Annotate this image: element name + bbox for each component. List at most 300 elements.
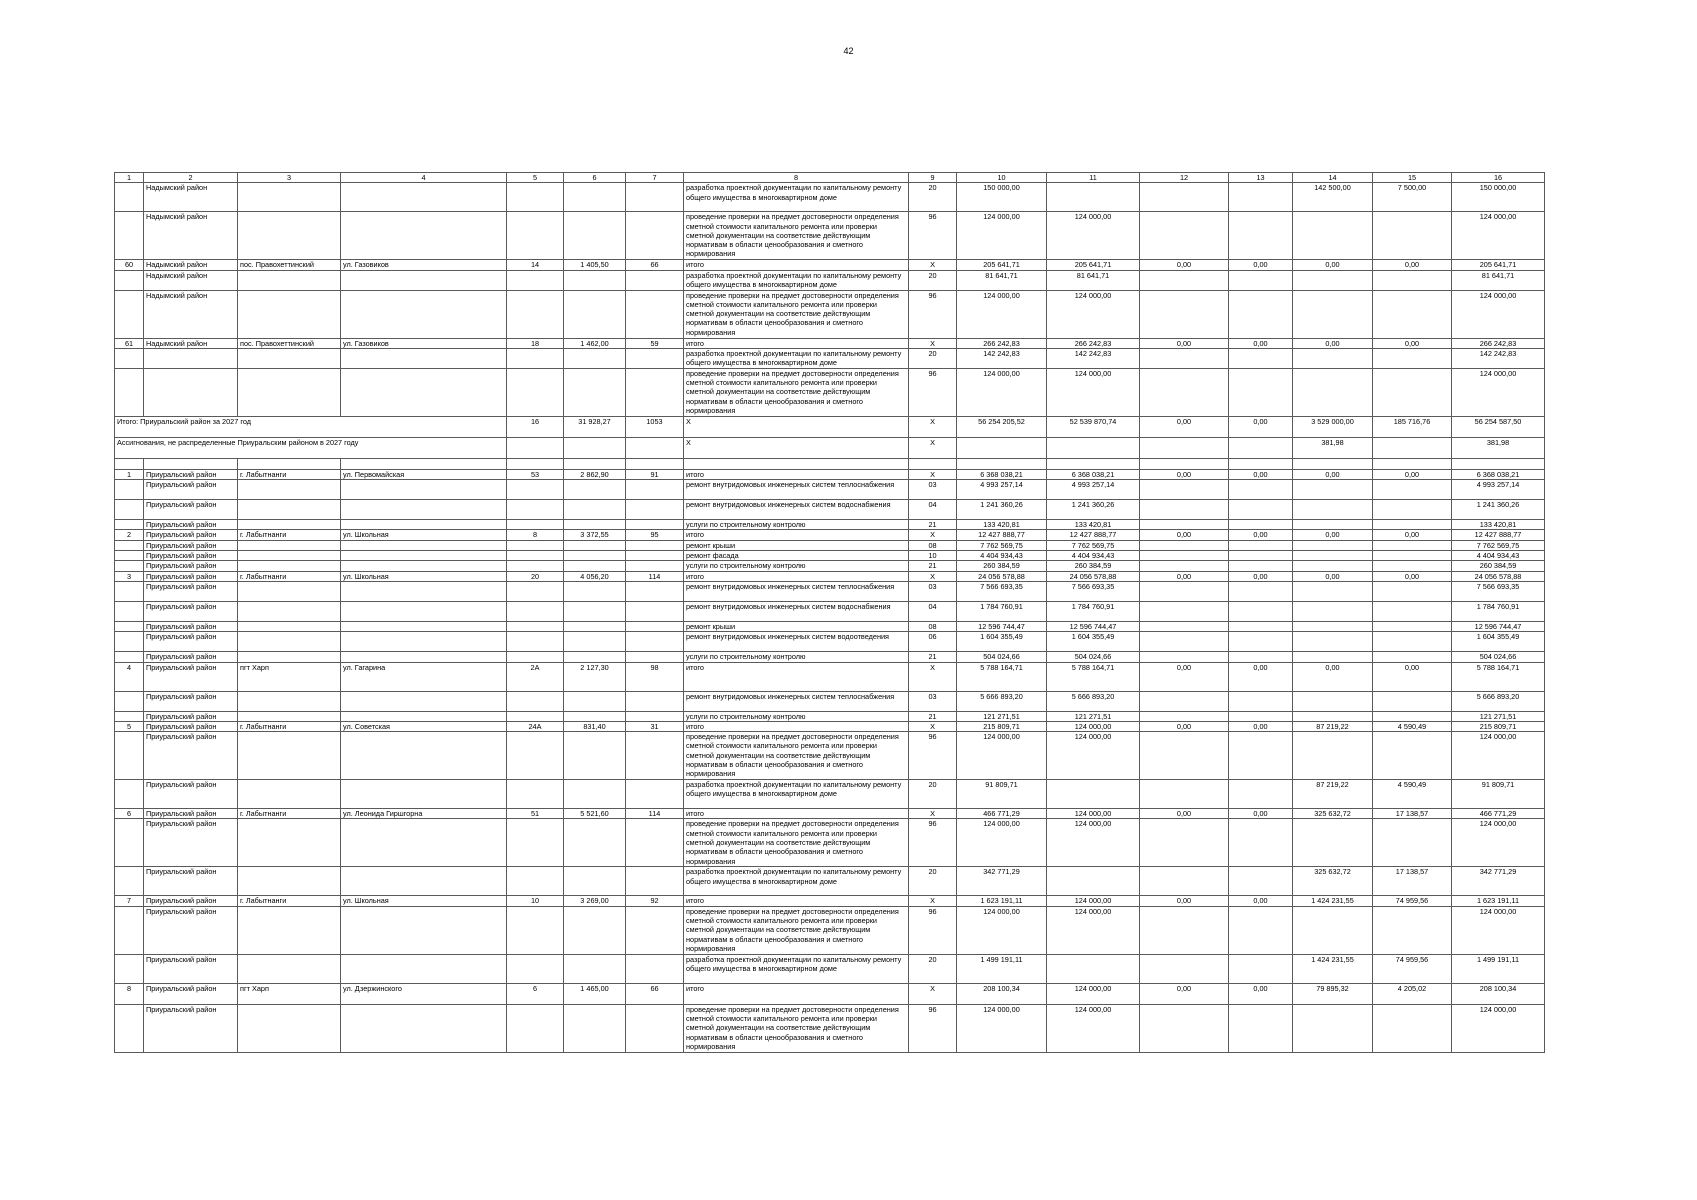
cell-col-1 bbox=[115, 780, 144, 809]
cell-col-11: 205 641,71 bbox=[1047, 260, 1140, 270]
cell-col-13 bbox=[1229, 711, 1293, 721]
cell-col-14 bbox=[1293, 480, 1373, 500]
cell-col-12 bbox=[1140, 601, 1229, 621]
cell-col-9: 21 bbox=[909, 520, 957, 530]
cell-col-12: 0,00 bbox=[1140, 809, 1229, 819]
cell-col-11: 1 784 760,91 bbox=[1047, 601, 1140, 621]
cell-col-15 bbox=[1373, 520, 1452, 530]
cell-col-7 bbox=[626, 437, 684, 458]
cell-col-3 bbox=[238, 480, 341, 500]
table-row bbox=[115, 711, 1545, 721]
cell-col-2: Надымский район bbox=[144, 183, 238, 212]
cell-col-8: проведение проверки на предмет достоверности определения сметной стоимости капитального ремонта или проверки сметной документации на соответствие действующим нормативам в области ценообразования и сметного нормирования bbox=[684, 212, 909, 260]
cell-col-8: разработка проектной документации по капитальному ремонту общего имущества в многоквартирном доме bbox=[684, 867, 909, 896]
cell-col-13 bbox=[1229, 520, 1293, 530]
table-row bbox=[115, 652, 1545, 662]
cell-col-11 bbox=[1047, 437, 1140, 458]
column-header-7: 7 bbox=[626, 173, 684, 183]
cell-col-14 bbox=[1293, 540, 1373, 550]
cell-col-16: 205 641,71 bbox=[1452, 260, 1545, 270]
cell-col-4 bbox=[341, 212, 507, 260]
cell-col-10: 6 368 038,21 bbox=[957, 469, 1047, 479]
table-body bbox=[115, 183, 1545, 1052]
cell-col-8: итого bbox=[684, 469, 909, 479]
cell-col-4 bbox=[341, 601, 507, 621]
cell-col-1: 3 bbox=[115, 571, 144, 581]
cell-col-4 bbox=[341, 691, 507, 711]
cell-col-2: Приуральский район bbox=[144, 500, 238, 520]
cell-col-2: Приуральский район bbox=[144, 632, 238, 652]
cell-col-12 bbox=[1140, 691, 1229, 711]
column-number-header bbox=[115, 173, 1545, 183]
cell-col-11 bbox=[1047, 867, 1140, 896]
cell-col-5: 16 bbox=[507, 416, 564, 437]
cell-col-12 bbox=[1140, 480, 1229, 500]
cell-col-16: 12 596 744,47 bbox=[1452, 621, 1545, 631]
cell-col-10: 91 809,71 bbox=[957, 780, 1047, 809]
cell-col-11: 52 539 870,74 bbox=[1047, 416, 1140, 437]
cell-col-1 bbox=[115, 691, 144, 711]
cell-col-16: 124 000,00 bbox=[1452, 906, 1545, 954]
cell-col-8: разработка проектной документации по капитальному ремонту общего имущества в многоквартирном доме bbox=[684, 183, 909, 212]
cell-col-11 bbox=[1047, 780, 1140, 809]
cell-col-9: 03 bbox=[909, 691, 957, 711]
cell-col-10: 121 271,51 bbox=[957, 711, 1047, 721]
cell-col-6 bbox=[564, 732, 626, 780]
cell-col-14: 0,00 bbox=[1293, 530, 1373, 540]
cell-col-15: 4 205,02 bbox=[1373, 983, 1452, 1004]
cell-col-6 bbox=[564, 368, 626, 416]
cell-col-10: 504 024,66 bbox=[957, 652, 1047, 662]
cell-col-15: 0,00 bbox=[1373, 469, 1452, 479]
cell-col-16: 215 809,71 bbox=[1452, 721, 1545, 731]
cell-col-12 bbox=[1140, 437, 1229, 458]
cell-col-8: итого bbox=[684, 260, 909, 270]
cell-col-13: 0,00 bbox=[1229, 260, 1293, 270]
cell-col-6: 1 405,50 bbox=[564, 260, 626, 270]
cell-col-14: 325 632,72 bbox=[1293, 867, 1373, 896]
cell-col-11: 1 241 360,26 bbox=[1047, 500, 1140, 520]
cell-col-2 bbox=[144, 458, 238, 469]
cell-col-2: Приуральский район bbox=[144, 561, 238, 571]
cell-col-7 bbox=[626, 348, 684, 368]
cell-col-1 bbox=[115, 520, 144, 530]
cell-col-16: 124 000,00 bbox=[1452, 819, 1545, 867]
cell-col-2: Приуральский район bbox=[144, 480, 238, 500]
cell-col-10: 1 241 360,26 bbox=[957, 500, 1047, 520]
cell-col-15: 17 138,57 bbox=[1373, 867, 1452, 896]
cell-col-6 bbox=[564, 691, 626, 711]
cell-col-6 bbox=[564, 183, 626, 212]
cell-col-5: 51 bbox=[507, 809, 564, 819]
table-row bbox=[115, 867, 1545, 896]
cell-col-13 bbox=[1229, 819, 1293, 867]
cell-col-12 bbox=[1140, 348, 1229, 368]
cell-col-3 bbox=[238, 711, 341, 721]
cell-col-9: 96 bbox=[909, 732, 957, 780]
cell-col-14: 1 424 231,55 bbox=[1293, 896, 1373, 906]
cell-col-14: 3 529 000,00 bbox=[1293, 416, 1373, 437]
cell-col-13: 0,00 bbox=[1229, 809, 1293, 819]
cell-col-5 bbox=[507, 780, 564, 809]
cell-col-12 bbox=[1140, 520, 1229, 530]
cell-col-6 bbox=[564, 348, 626, 368]
cell-col-2: Приуральский район bbox=[144, 809, 238, 819]
cell-col-14 bbox=[1293, 732, 1373, 780]
cell-col-14: 0,00 bbox=[1293, 662, 1373, 691]
cell-col-1: 6 bbox=[115, 809, 144, 819]
cell-col-11: 124 000,00 bbox=[1047, 721, 1140, 731]
cell-col-2: Приуральский район bbox=[144, 819, 238, 867]
cell-col-10: 56 254 205,52 bbox=[957, 416, 1047, 437]
cell-col-3: пос. Правохеттинский bbox=[238, 338, 341, 348]
cell-col-16: 260 384,59 bbox=[1452, 561, 1545, 571]
cell-col-13 bbox=[1229, 954, 1293, 983]
capital-repair-table bbox=[114, 172, 1545, 1053]
column-header-12: 12 bbox=[1140, 173, 1229, 183]
cell-col-5 bbox=[507, 906, 564, 954]
cell-col-4 bbox=[341, 551, 507, 561]
cell-col-8: итого bbox=[684, 571, 909, 581]
cell-col-9: 08 bbox=[909, 540, 957, 550]
cell-col-6 bbox=[564, 212, 626, 260]
column-header-3: 3 bbox=[238, 173, 341, 183]
cell-col-6 bbox=[564, 270, 626, 290]
cell-col-6 bbox=[564, 632, 626, 652]
cell-col-5 bbox=[507, 711, 564, 721]
cell-col-3 bbox=[238, 348, 341, 368]
column-header-10: 10 bbox=[957, 173, 1047, 183]
cell-col-5 bbox=[507, 183, 564, 212]
cell-col-2 bbox=[144, 348, 238, 368]
cell-col-5 bbox=[507, 632, 564, 652]
cell-col-8: ремонт крыши bbox=[684, 540, 909, 550]
cell-col-10: 266 242,83 bbox=[957, 338, 1047, 348]
cell-col-11: 124 000,00 bbox=[1047, 212, 1140, 260]
cell-col-7 bbox=[626, 652, 684, 662]
cell-col-3 bbox=[238, 867, 341, 896]
cell-col-5: 2А bbox=[507, 662, 564, 691]
cell-col-7 bbox=[626, 581, 684, 601]
cell-col-15 bbox=[1373, 1004, 1452, 1052]
cell-col-12: 0,00 bbox=[1140, 721, 1229, 731]
table-row bbox=[115, 416, 1545, 437]
cell-col-7 bbox=[626, 819, 684, 867]
table-row bbox=[115, 721, 1545, 731]
cell-col-9: 20 bbox=[909, 348, 957, 368]
cell-col-14 bbox=[1293, 601, 1373, 621]
cell-col-12 bbox=[1140, 780, 1229, 809]
cell-col-8: проведение проверки на предмет достоверности определения сметной стоимости капитального ремонта или проверки сметной документации на соответствие действующим нормативам в области ценообразования и сметного нормирования bbox=[684, 290, 909, 338]
cell-col-15: 17 138,57 bbox=[1373, 809, 1452, 819]
cell-col-15 bbox=[1373, 906, 1452, 954]
cell-col-14 bbox=[1293, 1004, 1373, 1052]
cell-col-13: 0,00 bbox=[1229, 983, 1293, 1004]
cell-col-6 bbox=[564, 711, 626, 721]
cell-col-12 bbox=[1140, 621, 1229, 631]
cell-col-2: Приуральский район bbox=[144, 896, 238, 906]
cell-col-4 bbox=[341, 819, 507, 867]
cell-col-12 bbox=[1140, 270, 1229, 290]
cell-col-9: 03 bbox=[909, 581, 957, 601]
column-header-6: 6 bbox=[564, 173, 626, 183]
cell-col-13: 0,00 bbox=[1229, 571, 1293, 581]
cell-col-1: 5 bbox=[115, 721, 144, 731]
table-row bbox=[115, 732, 1545, 780]
cell-col-2: Приуральский район bbox=[144, 520, 238, 530]
cell-col-7 bbox=[626, 520, 684, 530]
cell-col-16: 1 784 760,91 bbox=[1452, 601, 1545, 621]
cell-col-3: г. Лабытнанги bbox=[238, 721, 341, 731]
cell-col-11: 12 596 744,47 bbox=[1047, 621, 1140, 631]
cell-col-16: 5 666 893,20 bbox=[1452, 691, 1545, 711]
cell-col-15: 7 500,00 bbox=[1373, 183, 1452, 212]
cell-col-10: 7 762 569,75 bbox=[957, 540, 1047, 550]
table-row bbox=[115, 437, 1545, 458]
cell-col-12 bbox=[1140, 581, 1229, 601]
cell-col-15 bbox=[1373, 270, 1452, 290]
cell-col-10: 466 771,29 bbox=[957, 809, 1047, 819]
cell-col-3 bbox=[238, 819, 341, 867]
cell-col-1 bbox=[115, 551, 144, 561]
table-row bbox=[115, 540, 1545, 550]
cell-col-16: 150 000,00 bbox=[1452, 183, 1545, 212]
cell-col-10: 133 420,81 bbox=[957, 520, 1047, 530]
cell-col-16: 466 771,29 bbox=[1452, 809, 1545, 819]
cell-col-12: 0,00 bbox=[1140, 662, 1229, 691]
cell-col-13 bbox=[1229, 270, 1293, 290]
cell-col-13: 0,00 bbox=[1229, 530, 1293, 540]
cell-col-11: 124 000,00 bbox=[1047, 732, 1140, 780]
cell-col-12 bbox=[1140, 458, 1229, 469]
column-header-8: 8 bbox=[684, 173, 909, 183]
cell-col-12 bbox=[1140, 540, 1229, 550]
cell-col-1 bbox=[115, 621, 144, 631]
cell-col-4: ул. Школьная bbox=[341, 530, 507, 540]
cell-col-15 bbox=[1373, 632, 1452, 652]
cell-col-15: 0,00 bbox=[1373, 338, 1452, 348]
cell-col-6 bbox=[564, 480, 626, 500]
cell-col-13 bbox=[1229, 561, 1293, 571]
cell-col-1: 60 bbox=[115, 260, 144, 270]
cell-col-7: 66 bbox=[626, 260, 684, 270]
cell-col-5 bbox=[507, 867, 564, 896]
cell-col-13 bbox=[1229, 458, 1293, 469]
cell-col-2: Приуральский район bbox=[144, 469, 238, 479]
cell-col-8: услуги по строительному контролю bbox=[684, 520, 909, 530]
cell-col-14: 325 632,72 bbox=[1293, 809, 1373, 819]
cell-col-3 bbox=[238, 520, 341, 530]
cell-col-16: 7 762 569,75 bbox=[1452, 540, 1545, 550]
cell-col-15: 0,00 bbox=[1373, 571, 1452, 581]
cell-col-3 bbox=[238, 954, 341, 983]
cell-col-8: X bbox=[684, 437, 909, 458]
cell-col-7 bbox=[626, 601, 684, 621]
cell-col-12: 0,00 bbox=[1140, 530, 1229, 540]
cell-col-2: Надымский район bbox=[144, 270, 238, 290]
cell-col-10 bbox=[957, 458, 1047, 469]
cell-col-8: услуги по строительному контролю bbox=[684, 561, 909, 571]
cell-col-2: Приуральский район bbox=[144, 780, 238, 809]
table-row bbox=[115, 581, 1545, 601]
cell-col-8: проведение проверки на предмет достоверности определения сметной стоимости капитального ремонта или проверки сметной документации на соответствие действующим нормативам в области ценообразования и сметного нормирования bbox=[684, 906, 909, 954]
cell-col-8: ремонт внутридомовых инженерных систем теплоснабжения bbox=[684, 480, 909, 500]
cell-col-13 bbox=[1229, 732, 1293, 780]
cell-col-2: Приуральский район bbox=[144, 983, 238, 1004]
cell-col-14 bbox=[1293, 212, 1373, 260]
cell-col-6: 4 056,20 bbox=[564, 571, 626, 581]
cell-col-2: Приуральский район bbox=[144, 867, 238, 896]
cell-col-7: 31 bbox=[626, 721, 684, 731]
cell-col-13 bbox=[1229, 867, 1293, 896]
cell-col-3: пгт Харп bbox=[238, 662, 341, 691]
cell-col-5 bbox=[507, 540, 564, 550]
cell-col-13 bbox=[1229, 290, 1293, 338]
table-row bbox=[115, 260, 1545, 270]
cell-col-13 bbox=[1229, 480, 1293, 500]
cell-col-5 bbox=[507, 652, 564, 662]
table-row bbox=[115, 691, 1545, 711]
cell-col-10: 1 604 355,49 bbox=[957, 632, 1047, 652]
cell-col-6 bbox=[564, 621, 626, 631]
cell-col-4 bbox=[341, 520, 507, 530]
cell-col-7 bbox=[626, 270, 684, 290]
cell-col-14 bbox=[1293, 652, 1373, 662]
cell-col-10: 5 788 164,71 bbox=[957, 662, 1047, 691]
cell-col-13: 0,00 bbox=[1229, 662, 1293, 691]
cell-col-1 bbox=[115, 906, 144, 954]
cell-col-1 bbox=[115, 183, 144, 212]
cell-col-5: 53 bbox=[507, 469, 564, 479]
cell-col-7 bbox=[626, 561, 684, 571]
cell-col-14 bbox=[1293, 621, 1373, 631]
cell-col-5 bbox=[507, 437, 564, 458]
table-row bbox=[115, 520, 1545, 530]
cell-col-5 bbox=[507, 480, 564, 500]
cell-col-2: Приуральский район bbox=[144, 906, 238, 954]
cell-col-15 bbox=[1373, 711, 1452, 721]
table-row bbox=[115, 551, 1545, 561]
cell-col-10: 7 566 693,35 bbox=[957, 581, 1047, 601]
cell-col-2: Приуральский район bbox=[144, 530, 238, 540]
cell-col-3 bbox=[238, 621, 341, 631]
cell-col-11: 142 242,83 bbox=[1047, 348, 1140, 368]
summary-label: Итого: Приуральский район за 2027 год bbox=[115, 416, 507, 437]
cell-col-7 bbox=[626, 954, 684, 983]
cell-col-7 bbox=[626, 290, 684, 338]
cell-col-8: проведение проверки на предмет достоверности определения сметной стоимости капитального ремонта или проверки сметной документации на соответствие действующим нормативам в области ценообразования и сметного нормирования bbox=[684, 368, 909, 416]
cell-col-5 bbox=[507, 621, 564, 631]
cell-col-13: 0,00 bbox=[1229, 338, 1293, 348]
cell-col-16: 1 499 191,11 bbox=[1452, 954, 1545, 983]
column-header-11: 11 bbox=[1047, 173, 1140, 183]
cell-col-8: итого bbox=[684, 809, 909, 819]
cell-col-4: ул. Школьная bbox=[341, 571, 507, 581]
cell-col-2: Приуральский район bbox=[144, 540, 238, 550]
table-row bbox=[115, 500, 1545, 520]
cell-col-13 bbox=[1229, 652, 1293, 662]
cell-col-14 bbox=[1293, 348, 1373, 368]
cell-col-1 bbox=[115, 732, 144, 780]
cell-col-9: X bbox=[909, 896, 957, 906]
summary-label: Ассигнования, не распределенные Приуральским районом в 2027 году bbox=[115, 437, 507, 458]
cell-col-12 bbox=[1140, 632, 1229, 652]
cell-col-15 bbox=[1373, 652, 1452, 662]
cell-col-15 bbox=[1373, 601, 1452, 621]
cell-col-10: 5 666 893,20 bbox=[957, 691, 1047, 711]
cell-col-9: 96 bbox=[909, 212, 957, 260]
cell-col-1 bbox=[115, 601, 144, 621]
cell-col-7 bbox=[626, 691, 684, 711]
cell-col-4 bbox=[341, 867, 507, 896]
cell-col-15 bbox=[1373, 621, 1452, 631]
cell-col-7 bbox=[626, 1004, 684, 1052]
cell-col-10: 205 641,71 bbox=[957, 260, 1047, 270]
cell-col-5: 8 bbox=[507, 530, 564, 540]
cell-col-3 bbox=[238, 780, 341, 809]
cell-col-13 bbox=[1229, 1004, 1293, 1052]
cell-col-4: ул. Газовиков bbox=[341, 260, 507, 270]
cell-col-2: Надымский район bbox=[144, 212, 238, 260]
cell-col-12: 0,00 bbox=[1140, 260, 1229, 270]
table-row bbox=[115, 348, 1545, 368]
cell-col-10: 342 771,29 bbox=[957, 867, 1047, 896]
cell-col-13 bbox=[1229, 780, 1293, 809]
cell-col-9: 96 bbox=[909, 368, 957, 416]
cell-col-8: разработка проектной документации по капитальному ремонту общего имущества в многоквартирном доме bbox=[684, 954, 909, 983]
cell-col-4 bbox=[341, 732, 507, 780]
cell-col-16: 56 254 587,50 bbox=[1452, 416, 1545, 437]
cell-col-15: 0,00 bbox=[1373, 530, 1452, 540]
cell-col-9: 21 bbox=[909, 561, 957, 571]
cell-col-4: ул. Школьная bbox=[341, 896, 507, 906]
cell-col-6 bbox=[564, 652, 626, 662]
cell-col-8: разработка проектной документации по капитальному ремонту общего имущества в многоквартирном доме bbox=[684, 270, 909, 290]
cell-col-5 bbox=[507, 348, 564, 368]
cell-col-12 bbox=[1140, 867, 1229, 896]
cell-col-14 bbox=[1293, 368, 1373, 416]
cell-col-10: 142 242,83 bbox=[957, 348, 1047, 368]
cell-col-9: X bbox=[909, 416, 957, 437]
cell-col-13 bbox=[1229, 691, 1293, 711]
cell-col-10: 124 000,00 bbox=[957, 819, 1047, 867]
cell-col-10: 124 000,00 bbox=[957, 732, 1047, 780]
cell-col-11: 12 427 888,77 bbox=[1047, 530, 1140, 540]
cell-col-11: 124 000,00 bbox=[1047, 368, 1140, 416]
cell-col-7 bbox=[626, 551, 684, 561]
cell-col-9: X bbox=[909, 260, 957, 270]
cell-col-3 bbox=[238, 906, 341, 954]
cell-col-6 bbox=[564, 954, 626, 983]
cell-col-16: 12 427 888,77 bbox=[1452, 530, 1545, 540]
cell-col-5 bbox=[507, 1004, 564, 1052]
cell-col-15 bbox=[1373, 540, 1452, 550]
cell-col-6: 2 862,90 bbox=[564, 469, 626, 479]
cell-col-4: ул. Гагарина bbox=[341, 662, 507, 691]
cell-col-14 bbox=[1293, 711, 1373, 721]
cell-col-6 bbox=[564, 1004, 626, 1052]
cell-col-12 bbox=[1140, 954, 1229, 983]
cell-col-3: пос. Правохеттинский bbox=[238, 260, 341, 270]
cell-col-11: 124 000,00 bbox=[1047, 290, 1140, 338]
cell-col-16: 342 771,29 bbox=[1452, 867, 1545, 896]
cell-col-3 bbox=[238, 290, 341, 338]
cell-col-4: ул. Дзержинского bbox=[341, 983, 507, 1004]
cell-col-16: 142 242,83 bbox=[1452, 348, 1545, 368]
cell-col-9: X bbox=[909, 983, 957, 1004]
cell-col-6 bbox=[564, 780, 626, 809]
cell-col-6 bbox=[564, 581, 626, 601]
